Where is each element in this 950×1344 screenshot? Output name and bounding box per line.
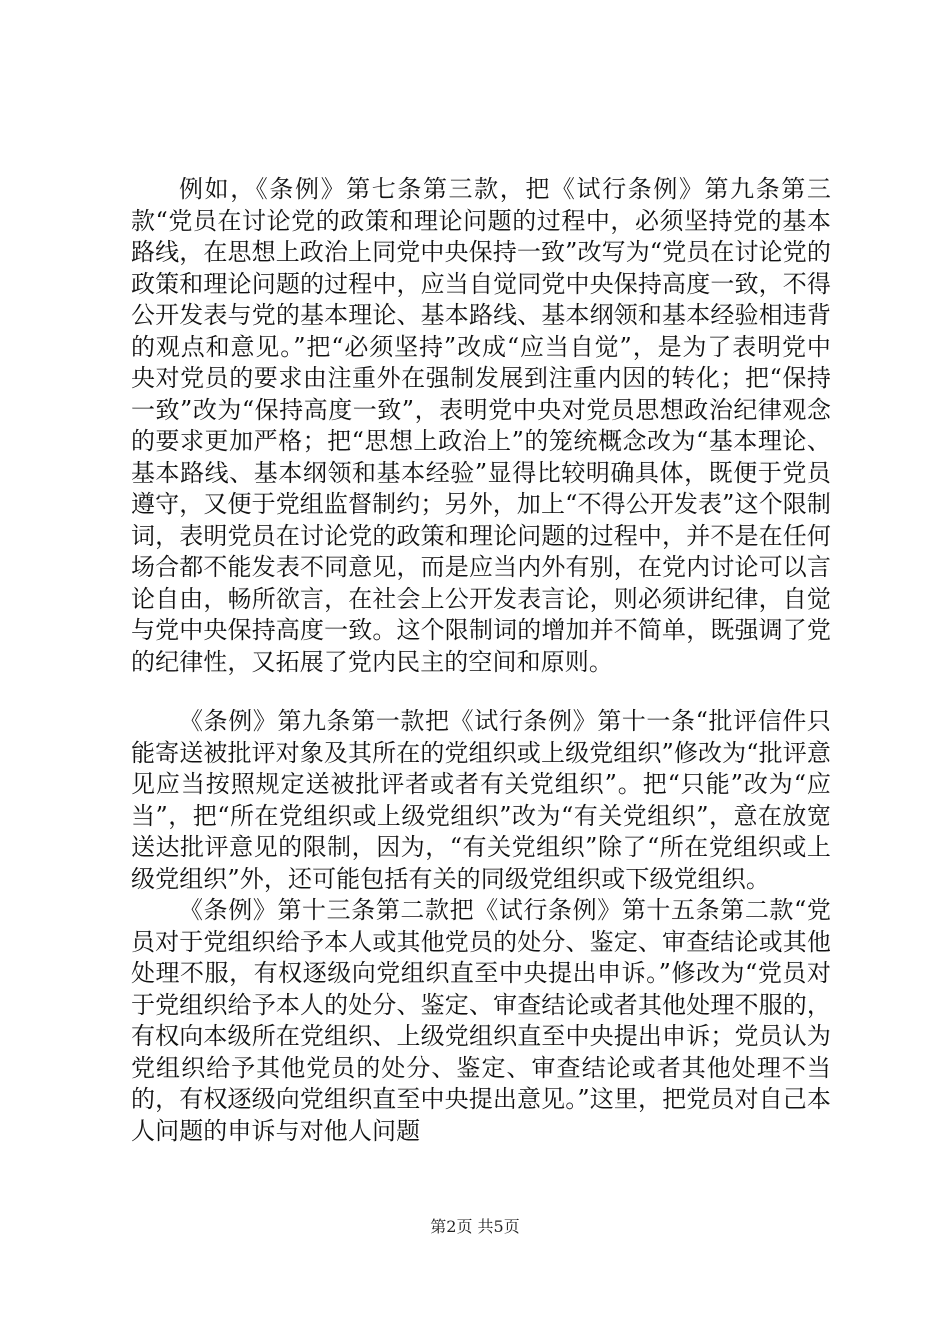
paragraph-1: 例如，《条例》第七条第三款，把《试行条例》第九条第三款“党员在讨论党的政策和理论问题的过程中，必须坚持党的基本路线，在思想上政治上同党中央保持一致”改写为“党员在讨论党的政策和理论问题的过程中，应当自觉同党中央保持高度一致，不得公开发表与党的基本理论、基本路线、基本纲领和基本经验相违背的观点和意见。”把“必须坚持”改成“应当自觉”，是为了表明党中央对党员的要求由注重外在强制发展到注重内因的转化；把“保持一致”改为“保持高度一致”，表明党中央对党员思想政治纪律观念的要求更加严格；把“思想上政治上”的笼统概念改为“基本理论、基本路线、基本纲领和基本经验”显得比较明确具体，既便于党员遵守，又便于党组监督制约；另外，加上“不得公开发表”这个限制词，表明党员在讨论党的政策和理论问题的过程中，并不是在任何场合都不能发表不同意见，而是应当内外有别，在党内讨论可以言论自由，畅所欲言，在社会上公开发表言论，则必须讲纪律，自觉与党中央保持高度一致。这个限制词的增加并不简单，既强调了党的纪律性，又拓展了党内民主的空间和原则。 <box>131 175 831 676</box>
paragraph-2: 《条例》第九条第一款把《试行条例》第十一条“批评信件只能寄送被批评对象及其所在的党组织或上级党组织”修改为“批评意见应当按照规定送被批评者或者有关党组织”。把“只能”改为“应当”，把“所在党组织或上级党组织”改为“有关党组织”，意在放宽送达批评意见的限制，因为，“有关党组织”除了“所在党组织或上级党组织”外，还可能包括有关的同级党组织或下级党组织。 <box>131 707 831 893</box>
document-body <box>131 174 831 1147</box>
page-footer: 第2页 共5页 <box>430 1217 520 1236</box>
paragraph-3: 《条例》第十三条第二款把《试行条例》第十五条第二款“党员对于党组织给予本人或其他党员的处分、鉴定、审查结论或其他处理不服，有权逐级向党组织直至中央提出申诉。”修改为“党员对于党组织给予本人的处分、鉴定、审查结论或者其他处理不服的，有权向本级所在党组织、上级党组织直至中央提出申诉；党员认为党组织给予其他党员的处分、鉴定、审查结论或者其他处理不当的，有权逐级向党组织直至中央提出意见。”这里，把党员对自己本人问题的申诉与对他人问题 <box>131 896 831 1145</box>
